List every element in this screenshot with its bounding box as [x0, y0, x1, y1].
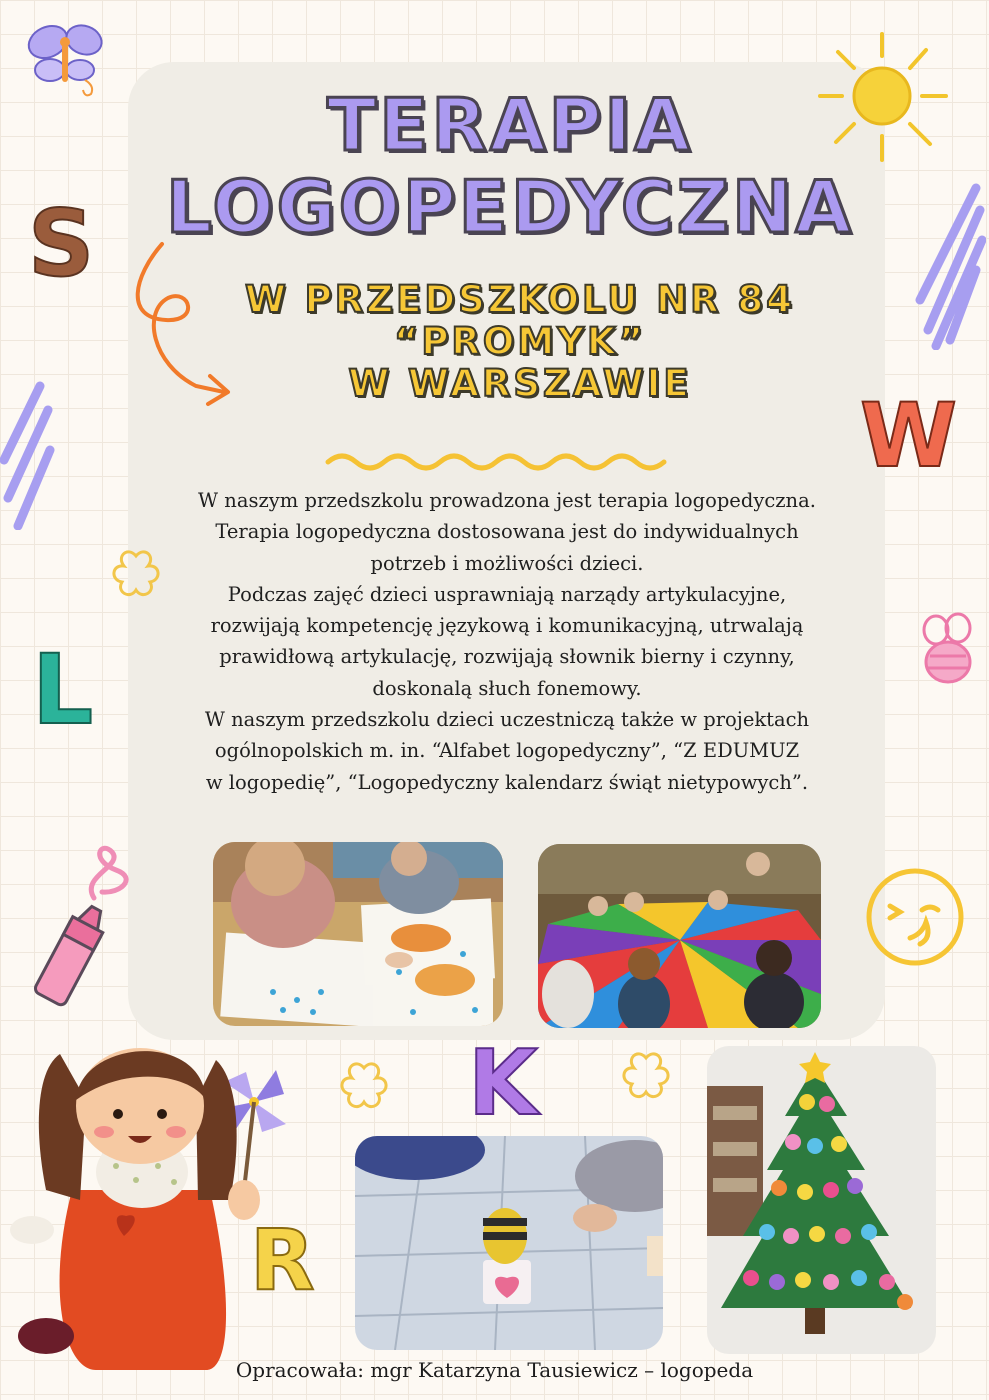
- page-title-line1: TERAPIA: [327, 83, 693, 167]
- photo-bee-bot: [355, 1136, 663, 1350]
- description-line: potrzeb i możliwości dzieci.: [370, 551, 644, 575]
- letter-s-icon: S: [28, 190, 95, 297]
- subtitle-line1: W PRZEDSZKOLU NR 84: [244, 278, 796, 321]
- letter-w-icon: W: [860, 384, 958, 487]
- photo-parachute: [538, 844, 821, 1028]
- letter-k-icon: K: [468, 1031, 538, 1136]
- subtitle-line3: W WARSZAWIE: [348, 362, 692, 405]
- page-title-line2: LOGOPEDYCZNA: [166, 165, 854, 249]
- flower-icon: [108, 548, 164, 600]
- letter-l-icon: L: [32, 634, 94, 746]
- scribble-icon: [906, 180, 986, 350]
- girl-pinwheel-illustration: [6, 1040, 306, 1370]
- wavy-line-icon: [324, 448, 668, 472]
- photo-christmas-tree: [707, 1046, 936, 1354]
- scribble-icon: [0, 380, 56, 530]
- highlighter-icon: [20, 836, 150, 1012]
- description-line: W naszym przedszkolu prowadzona jest terapia logopedyczna.: [198, 489, 816, 512]
- flower-icon: [618, 1050, 674, 1102]
- subtitle-line2: “PROMYK”: [394, 320, 646, 363]
- butterfly-icon: [22, 20, 108, 98]
- description-line: W naszym przedszkolu dzieci uczestniczą także w projektach: [204, 708, 810, 732]
- description-line: Terapia logopedyczna dostosowana jest do indywidualnych: [215, 520, 799, 544]
- photo-painting: [213, 842, 503, 1026]
- description-line: rozwijają kompetencję językową i komunikacyjną, utrwalają: [210, 614, 804, 638]
- description-text: [150, 485, 864, 798]
- bee-icon: [916, 612, 978, 688]
- description-line: doskonalą słuch fonemowy.: [372, 676, 642, 700]
- author-credit: Opracowała: mgr Katarzyna Tausiewicz – logopeda: [235, 1358, 754, 1382]
- description-line: Podczas zajęć dzieci usprawniają narządy artykulacyjne,: [227, 582, 787, 606]
- smiley-icon: [860, 862, 970, 972]
- description-line: prawidłową artykulację, rozwijają słownik bierny i czynny,: [219, 645, 795, 669]
- description-line: ogólnopolskich m. in. “Alfabet logopedyczny”, “Z EDUMUZ: [214, 739, 800, 763]
- flower-icon: [336, 1060, 392, 1112]
- description-line: w logopedię”, “Logopedyczny kalendarz świąt nietypowych”.: [205, 770, 809, 794]
- letter-r-icon: R: [250, 1211, 315, 1309]
